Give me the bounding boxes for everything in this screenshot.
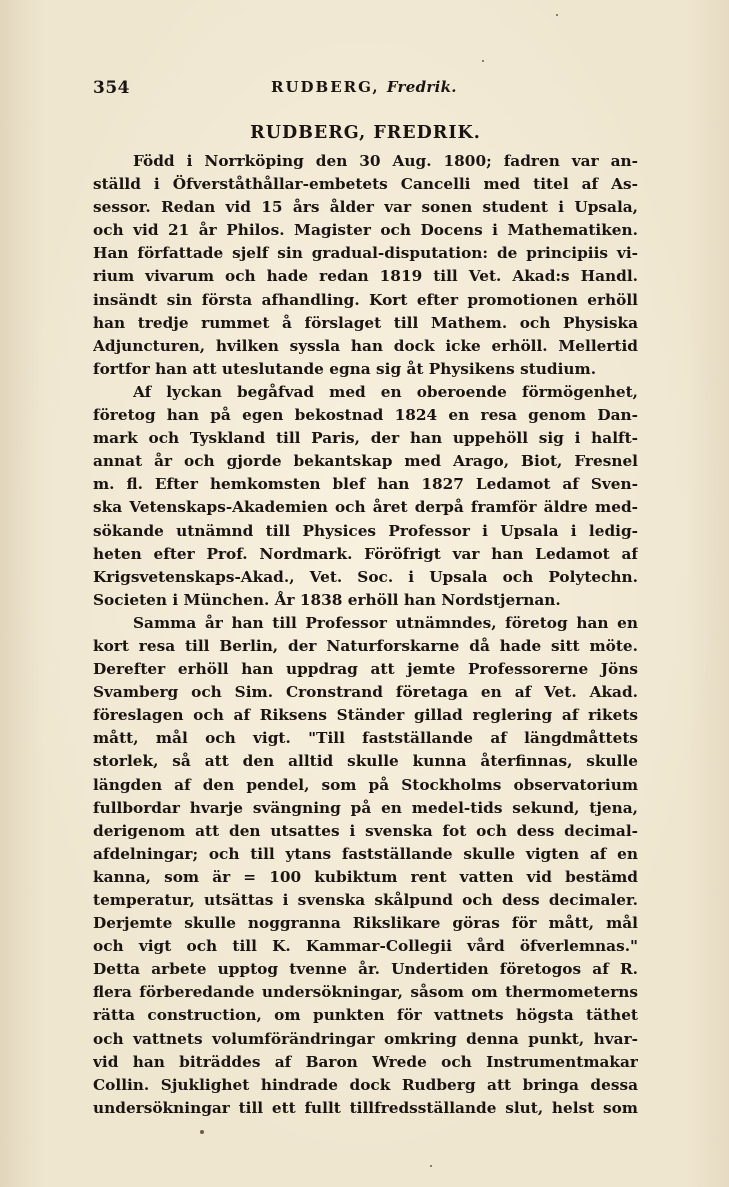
text-line: och vigt och till K. Kammar-Collegii vård öfverlemnas."	[93, 937, 638, 956]
text-line: och vid 21 år Philos. Magister och Docens i Mathematiken.	[93, 221, 638, 240]
text-line: Född i Norrköping den 30 Aug. 1800; fadren var an-	[133, 152, 638, 170]
text-line: derigenom att den utsattes i svenska fot och dess decimal-	[93, 821, 638, 840]
text-line: flera förberedande undersökningar, såsom om thermometerns	[93, 983, 638, 1002]
text-line: längden af den pendel, som på Stockholms observatorium	[93, 775, 638, 794]
text-line: storlek, så att den alltid skulle kunna återfinnas, skulle	[93, 752, 638, 771]
running-title	[271, 78, 457, 96]
text-line: Krigsvetenskaps-Akad., Vet. Soc. i Upsala och Polytechn.	[93, 567, 638, 586]
text-line: insändt sin första afhandling. Kort efter promotionen erhöll	[93, 290, 638, 309]
text-line: sökande utnämnd till Physices Professor i Upsala i ledig-	[93, 521, 638, 540]
running-head	[93, 78, 553, 102]
page-number: 354	[93, 78, 130, 98]
text-line: undersökningar till ett fullt tillfredsställande slut, helst som	[93, 1098, 638, 1117]
text-line: m. fl. Efter hemkomsten blef han 1827 Ledamot af Sven-	[93, 475, 638, 494]
text-line: fortfor han att uteslutande egna sig åt Physikens studium.	[93, 359, 597, 378]
text-line: Samma år han till Professor utnämndes, företog han en	[133, 613, 638, 632]
text-line: kanna, som är = 100 kubiktum rent vatten vid bestämd	[93, 867, 638, 886]
text-line: vid han biträddes af Baron Wrede och Instrumentmakar	[93, 1052, 638, 1071]
text-line: ställd i Öfverståthållar-embetets Cancelli med titel af As-	[93, 175, 638, 194]
text-line: annat år och gjorde bekantskap med Arago, Biot, Fresnel	[93, 452, 638, 471]
text-line: rätta construction, om punkten för vattnets högsta täthet	[93, 1006, 638, 1025]
text-line: Collin. Sjuklighet hindrade dock Rudberg att bringa dessa	[93, 1075, 638, 1094]
text-line: Societen i München. År 1838 erhöll han Nordstjernan.	[93, 590, 561, 609]
text-line: Han författade sjelf sin gradual-disputation: de principiis vi-	[93, 244, 638, 263]
paper-speck	[482, 60, 484, 62]
text-line: Detta arbete upptog tvenne år. Undertiden företogos af R.	[93, 960, 638, 979]
text-line: Svamberg och Sim. Cronstrand företaga en af Vet. Akad.	[93, 683, 638, 702]
text-line: sessor. Redan vid 15 års ålder var sonen student i Upsala,	[93, 198, 638, 217]
text-line: temperatur, utsättas i svenska skålpund och dess decimaler.	[93, 891, 638, 909]
text-line: mark och Tyskland till Paris, der han uppehöll sig i halft-	[93, 429, 638, 448]
article-heading: RUDBERG, FREDRIK.	[250, 123, 481, 143]
text-line: Adjuncturen, hvilken syssla han dock icke erhöll. Mellertid	[93, 336, 638, 355]
text-line: fullbordar hvarje svängning på en medel-tids sekund, tjena,	[93, 798, 638, 817]
text-line: mått, mål och vigt. "Till fastställande af längdmåttets	[93, 729, 638, 748]
text-line: föreslagen och af Riksens Ständer gillad reglering af rikets	[93, 706, 638, 725]
text-line: kort resa till Berlin, der Naturforskarne då hade sitt möte.	[93, 636, 638, 655]
text-line: heten efter Prof. Nordmark. Föröfrigt var han Ledamot af	[93, 544, 638, 563]
text-line: rium vivarum och hade redan 1819 till Vet. Akad:s Handl.	[93, 267, 638, 286]
article-body	[93, 150, 638, 1120]
text-line: Derefter erhöll han uppdrag att jemte Professorerne Jöns	[93, 660, 638, 679]
text-line: han tredje rummet å förslaget till Mathem. och Physiska	[93, 313, 638, 332]
paper-speck	[556, 14, 558, 16]
text-line: ska Vetenskaps-Akademien och året derpå framför äldre med-	[93, 498, 638, 517]
running-title-firstname: Fredrik.	[386, 78, 457, 96]
text-line: Af lyckan begåfvad med en oberoende förmögenhet,	[133, 382, 638, 401]
text-line: afdelningar; och till ytans fastställande skulle vigten af en	[93, 844, 638, 863]
paper-speck	[200, 1130, 204, 1134]
text-line: och vattnets volumförändringar omkring denna punkt, hvar-	[93, 1029, 638, 1048]
text-line: Derjemte skulle noggranna Rikslikare göras för mått, mål	[93, 914, 638, 933]
paper-speck	[430, 1165, 432, 1167]
text-line: företog han på egen bekostnad 1824 en resa genom Dan-	[93, 406, 638, 425]
running-title-name: RUDBERG,	[271, 78, 380, 96]
